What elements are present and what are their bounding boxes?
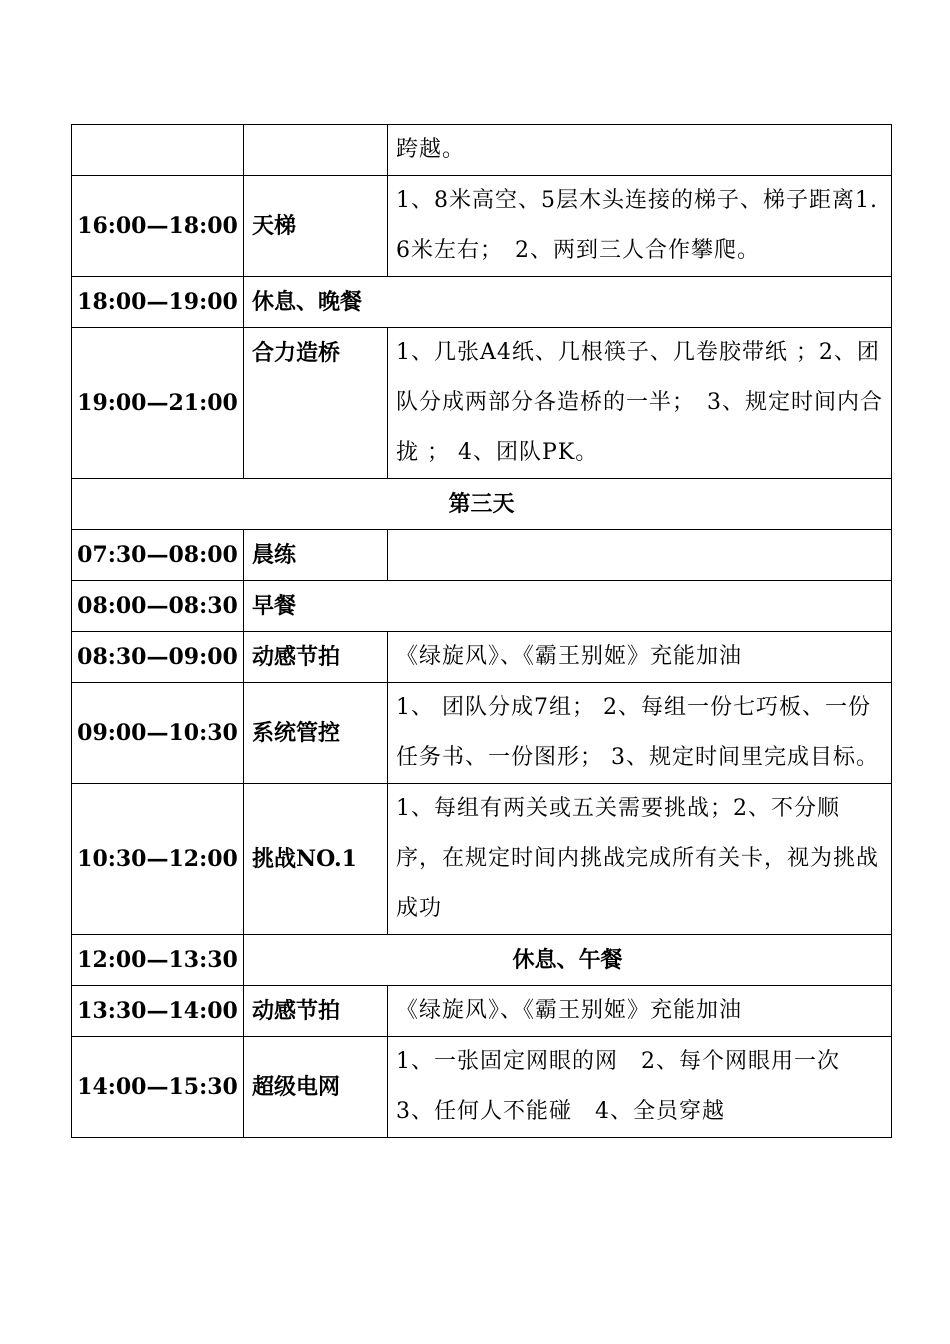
activity-cell: 早餐: [244, 581, 892, 632]
time-cell: 18:00—19:00: [72, 277, 244, 328]
table-row: [72, 632, 892, 683]
activity-cell: [244, 125, 388, 176]
time-cell: 13:30—14:00: [72, 986, 244, 1037]
table-row: [72, 530, 892, 581]
activity-cell: 动感节拍: [244, 986, 388, 1037]
schedule-table: [71, 124, 892, 1138]
description-cell: [388, 530, 892, 581]
activity-cell: 休息、午餐: [244, 935, 892, 986]
description-cell: 跨越。: [388, 125, 892, 176]
table-row: [72, 1037, 892, 1138]
time-cell: 16:00—18:00: [72, 176, 244, 277]
time-cell: 14:00—15:30: [72, 1037, 244, 1138]
activity-cell: 系统管控: [244, 683, 388, 784]
activity-cell: 天梯: [244, 176, 388, 277]
activity-cell: 晨练: [244, 530, 388, 581]
table-row: [72, 986, 892, 1037]
activity-cell: 休息、晚餐: [244, 277, 892, 328]
table-row: [72, 277, 892, 328]
time-cell: 19:00—21:00: [72, 328, 244, 479]
time-cell: 08:30—09:00: [72, 632, 244, 683]
table-row: [72, 328, 892, 479]
day-header: 第三天: [72, 479, 892, 530]
description-cell: 1、每组有两关或五关需要挑战；2、不分顺序，在规定时间内挑战完成所有关卡，视为挑战成功: [388, 784, 892, 935]
table-row: [72, 784, 892, 935]
description-cell: 1、几张A4纸、几根筷子、几卷胶带纸 ；2、团队分成两部分各造桥的一半； 3、规定时间内合拢 ； 4、团队PK。: [388, 328, 892, 479]
table-row: [72, 683, 892, 784]
time-cell: 10:30—12:00: [72, 784, 244, 935]
time-cell: 07:30—08:00: [72, 530, 244, 581]
description-cell: 《绿旋风》、《霸王别姬》充能加油: [388, 632, 892, 683]
description-cell: 1、一张固定网眼的网 2、每个网眼用一次 3、任何人不能碰 4、全员穿越: [388, 1037, 892, 1138]
description-cell: 1、 团队分成7组； 2、每组一份七巧板、一份任务书、一份图形； 3、规定时间里完成目标。: [388, 683, 892, 784]
activity-cell: 动感节拍: [244, 632, 388, 683]
activity-cell: 超级电网: [244, 1037, 388, 1138]
table-row: [72, 581, 892, 632]
table-row: [72, 935, 892, 986]
day-header-row: [72, 479, 892, 530]
time-cell: 08:00—08:30: [72, 581, 244, 632]
table-row: [72, 125, 892, 176]
table-row: [72, 176, 892, 277]
activity-cell: 挑战NO.1: [244, 784, 388, 935]
time-cell: 09:00—10:30: [72, 683, 244, 784]
activity-cell: 合力造桥: [244, 328, 388, 479]
description-cell: 《绿旋风》、《霸王别姬》充能加油: [388, 986, 892, 1037]
time-cell: [72, 125, 244, 176]
time-cell: 12:00—13:30: [72, 935, 244, 986]
description-cell: 1、8米高空、5层木头连接的梯子、梯子距离1.6米左右； 2、两到三人合作攀爬。: [388, 176, 892, 277]
